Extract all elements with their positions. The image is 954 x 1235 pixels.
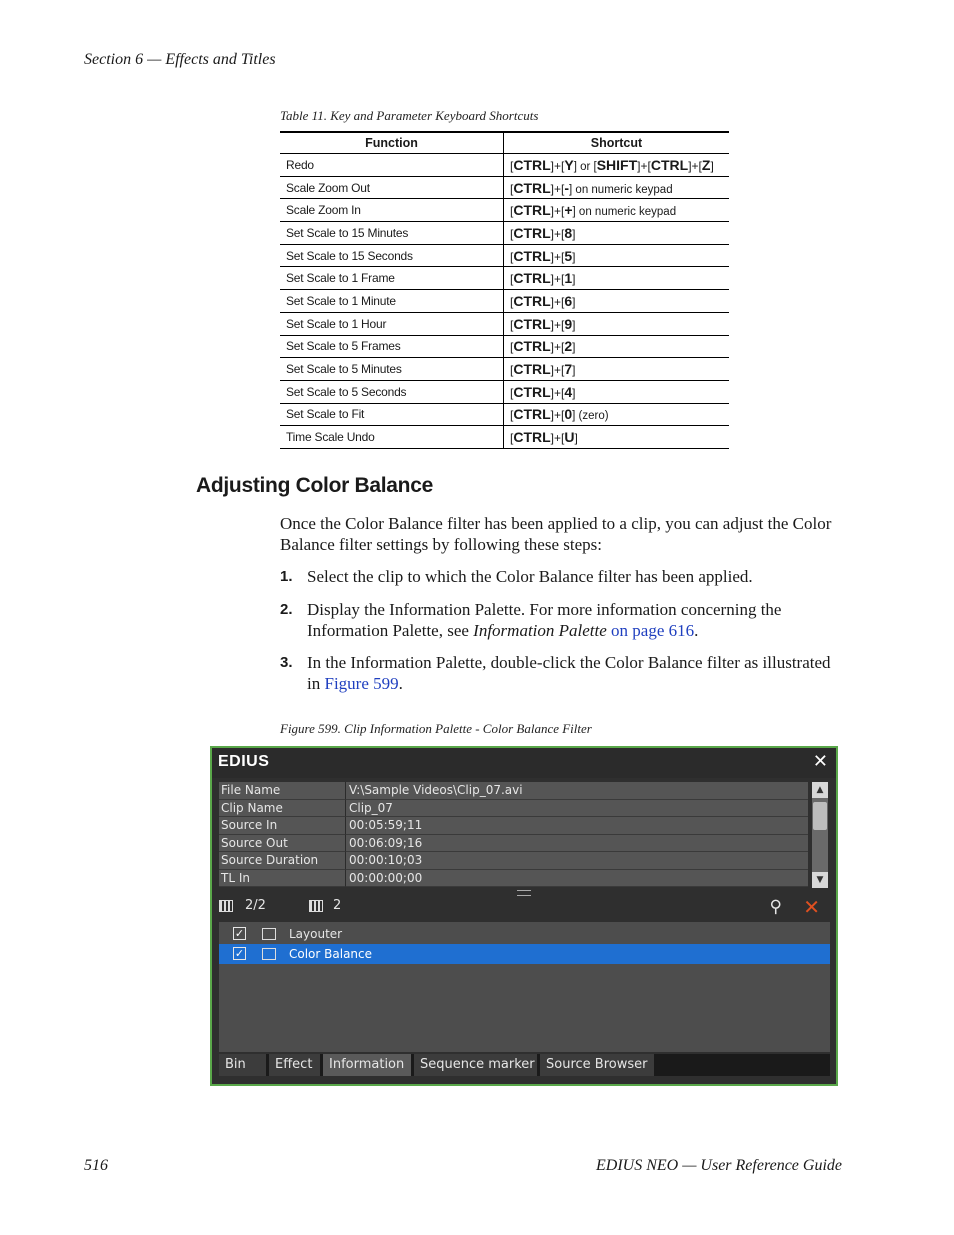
function-cell: Set Scale to Fit bbox=[280, 403, 504, 426]
shortcut-cell bbox=[504, 380, 730, 403]
step-text-part: In the Information Palette, double-click the Color Balance filter as illustrated in bbox=[307, 653, 831, 693]
key-name: CTRL bbox=[513, 383, 551, 400]
key-separator: ]+[ bbox=[550, 226, 565, 241]
key-separator: ]+[ bbox=[688, 158, 702, 173]
filter-item-layouter[interactable] bbox=[219, 924, 830, 944]
key-name: CTRL bbox=[513, 361, 551, 378]
clip-info-grid bbox=[219, 782, 808, 887]
function-cell: Set Scale to 1 Minute bbox=[280, 290, 504, 313]
info-row[interactable] bbox=[219, 782, 808, 800]
tab-source-browser[interactable]: Source Browser bbox=[540, 1054, 655, 1076]
step-text-part: Display the Information Palette. For more information concerning the Information Palette, see bbox=[307, 600, 782, 640]
key-name: CTRL bbox=[513, 202, 551, 219]
step-text bbox=[307, 599, 847, 641]
key-name: CTRL bbox=[513, 224, 551, 241]
info-row[interactable] bbox=[219, 817, 808, 835]
function-cell: Scale Zoom In bbox=[280, 199, 504, 222]
key-name: Z bbox=[701, 156, 711, 173]
table-row bbox=[280, 199, 729, 222]
shortcut-cell bbox=[504, 290, 730, 313]
info-key: Source In bbox=[219, 817, 346, 835]
key-separator: [ bbox=[510, 294, 514, 309]
info-value: 00:06:09;16 bbox=[346, 835, 808, 853]
key-separator: ] bbox=[572, 226, 576, 241]
table-row bbox=[280, 312, 729, 335]
palette-titlebar bbox=[212, 748, 836, 778]
function-cell: Set Scale to 15 Minutes bbox=[280, 222, 504, 245]
shortcut-cell bbox=[504, 244, 730, 267]
layer-count-icon bbox=[309, 900, 323, 912]
key-separator: ] bbox=[572, 385, 576, 400]
filter-label: Color Balance bbox=[289, 947, 373, 961]
info-row[interactable] bbox=[219, 800, 808, 818]
intro-paragraph: Once the Color Balance filter has been applied to a clip, you can adjust the Color Balance filter settings by following these steps: bbox=[280, 514, 832, 554]
function-cell: Set Scale to 5 Seconds bbox=[280, 380, 504, 403]
step-text: Select the clip to which the Color Balance filter has been applied. bbox=[307, 567, 753, 586]
key-separator: [ bbox=[510, 272, 514, 287]
key-name: 0 bbox=[564, 406, 573, 423]
guide-title: EDIUS NEO — User Reference Guide bbox=[595, 1157, 842, 1174]
key-separator: ] (zero) bbox=[572, 410, 609, 423]
info-row[interactable] bbox=[219, 870, 808, 888]
key-separator: [ bbox=[510, 340, 514, 355]
tab-sequence-marker[interactable]: Sequence marker bbox=[414, 1054, 538, 1076]
close-icon[interactable]: ✕ bbox=[812, 751, 828, 772]
function-cell: Set Scale to 1 Frame bbox=[280, 267, 504, 290]
filter-label: Layouter bbox=[289, 927, 343, 941]
info-key: Clip Name bbox=[219, 800, 346, 818]
key-name: 7 bbox=[564, 361, 573, 378]
shortcut-cell bbox=[504, 176, 730, 199]
info-key: Source Out bbox=[219, 835, 346, 853]
table-row bbox=[280, 176, 729, 199]
page-number: 516 bbox=[84, 1157, 108, 1174]
info-scrollbar[interactable] bbox=[812, 782, 828, 888]
shortcut-cell bbox=[504, 312, 730, 335]
key-separator: ]+[ bbox=[550, 294, 565, 309]
key-separator: [ bbox=[510, 158, 514, 173]
key-separator: ]+[ bbox=[550, 158, 565, 173]
filter-settings-icon[interactable]: ⚲ bbox=[769, 897, 782, 917]
key-separator: [ bbox=[510, 181, 514, 196]
key-name: CTRL bbox=[513, 406, 551, 423]
step-number: 2. bbox=[280, 601, 293, 618]
tab-bin[interactable]: Bin bbox=[219, 1054, 267, 1076]
key-name: CTRL bbox=[650, 156, 689, 173]
filter-toolbar bbox=[212, 894, 836, 922]
edius-logo: EDIUS bbox=[218, 753, 270, 770]
key-separator: ]+[ bbox=[550, 408, 565, 423]
page-link[interactable]: on page 616 bbox=[611, 621, 695, 640]
key-separator: ] bbox=[572, 340, 576, 355]
section-heading: Adjusting Color Balance bbox=[196, 474, 433, 497]
shortcut-cell bbox=[504, 403, 730, 426]
step-text-part: . bbox=[694, 621, 699, 640]
function-cell: Set Scale to 5 Minutes bbox=[280, 358, 504, 381]
info-key: Source Duration bbox=[219, 852, 346, 870]
shortcut-cell bbox=[504, 335, 730, 358]
shortcut-cell bbox=[504, 199, 730, 222]
shortcut-column-header: Shortcut bbox=[504, 132, 730, 154]
key-name: 5 bbox=[564, 247, 573, 264]
filter-count: 2/2 bbox=[245, 898, 266, 913]
table-row bbox=[280, 222, 729, 245]
step-text-part: . bbox=[398, 674, 403, 693]
shortcuts-table-body bbox=[280, 154, 729, 449]
key-separator: ] bbox=[572, 272, 576, 287]
palette-tabs bbox=[219, 1054, 830, 1076]
scroll-up-arrow-icon[interactable]: ▲ bbox=[812, 782, 828, 798]
key-separator: ] bbox=[710, 158, 714, 173]
shortcut-cell bbox=[504, 222, 730, 245]
table-row bbox=[280, 267, 729, 290]
scrollbar-thumb[interactable] bbox=[813, 802, 827, 830]
info-row[interactable] bbox=[219, 835, 808, 853]
key-name: CTRL bbox=[513, 315, 551, 332]
table-row bbox=[280, 335, 729, 358]
key-separator: ]+[ bbox=[550, 363, 565, 378]
key-name: SHIFT bbox=[596, 156, 638, 173]
filter-item-color-balance[interactable] bbox=[219, 944, 830, 964]
key-name: + bbox=[564, 202, 573, 219]
table-row bbox=[280, 380, 729, 403]
figure-link[interactable]: Figure 599 bbox=[324, 674, 399, 693]
shortcut-cell bbox=[504, 358, 730, 381]
key-separator: ]+[ bbox=[550, 431, 565, 446]
function-column-header: Function bbox=[280, 132, 504, 154]
tab-information[interactable]: Information bbox=[323, 1054, 412, 1076]
key-separator: ]+[ bbox=[550, 385, 565, 400]
color-balance-icon bbox=[262, 948, 276, 960]
key-separator: [ bbox=[510, 431, 514, 446]
shortcuts-table bbox=[280, 131, 729, 449]
key-separator: [ bbox=[510, 249, 514, 264]
key-name: CTRL bbox=[513, 156, 551, 173]
key-separator: [ bbox=[510, 408, 514, 423]
key-name: 9 bbox=[564, 315, 573, 332]
key-separator: ] bbox=[574, 431, 578, 446]
step-text bbox=[307, 652, 847, 694]
key-separator: ] bbox=[572, 249, 576, 264]
info-value: Clip_07 bbox=[346, 800, 808, 818]
function-cell: Set Scale to 1 Hour bbox=[280, 312, 504, 335]
key-separator: ] bbox=[572, 363, 576, 378]
key-separator: [ bbox=[510, 363, 514, 378]
key-separator: ]+[ bbox=[550, 340, 565, 355]
key-name: - bbox=[564, 179, 570, 196]
filter-list bbox=[219, 922, 830, 1052]
key-separator: ]+[ bbox=[550, 204, 565, 219]
key-separator: ]+[ bbox=[550, 181, 565, 196]
cross-reference-title: Information Palette bbox=[473, 621, 607, 640]
info-key: TL In bbox=[219, 870, 346, 888]
function-cell: Time Scale Undo bbox=[280, 426, 504, 449]
clip-information-palette bbox=[210, 746, 838, 1086]
layer-count: 2 bbox=[333, 898, 342, 913]
table-caption: Table 11. Key and Parameter Keyboard Shortcuts bbox=[280, 108, 539, 123]
table-row bbox=[280, 154, 729, 177]
table-row bbox=[280, 290, 729, 313]
key-name: CTRL bbox=[513, 338, 551, 355]
shortcut-cell bbox=[504, 267, 730, 290]
shortcut-cell bbox=[504, 426, 730, 449]
function-cell: Set Scale to 5 Frames bbox=[280, 335, 504, 358]
key-name: 2 bbox=[564, 338, 573, 355]
table-row bbox=[280, 358, 729, 381]
key-separator: ]+[ bbox=[550, 317, 565, 332]
checkbox-checked-icon[interactable]: ✓ bbox=[234, 927, 245, 940]
key-name: U bbox=[564, 429, 575, 446]
key-name: 1 bbox=[564, 270, 573, 287]
scroll-down-arrow-icon[interactable]: ▼ bbox=[812, 872, 828, 888]
key-separator: ] bbox=[572, 294, 576, 309]
delete-filter-icon[interactable]: ✕ bbox=[803, 895, 820, 919]
shortcut-cell bbox=[504, 154, 730, 177]
step-number: 3. bbox=[280, 654, 293, 671]
key-name: CTRL bbox=[513, 247, 551, 264]
key-separator: ]+[ bbox=[550, 249, 565, 264]
key-name: CTRL bbox=[513, 270, 551, 287]
function-cell: Scale Zoom Out bbox=[280, 176, 504, 199]
step-number: 1. bbox=[280, 568, 293, 585]
key-name: 4 bbox=[564, 383, 573, 400]
tab-effect[interactable]: Effect bbox=[269, 1054, 321, 1076]
table-row bbox=[280, 403, 729, 426]
key-separator: ] on numeric keypad bbox=[569, 183, 673, 196]
key-separator: [ bbox=[510, 204, 514, 219]
figure-caption: Figure 599. Clip Information Palette - Color Balance Filter bbox=[280, 721, 592, 736]
key-separator: [ bbox=[510, 385, 514, 400]
key-name: 6 bbox=[564, 292, 573, 309]
layouter-icon bbox=[262, 928, 276, 940]
checkbox-checked-icon[interactable]: ✓ bbox=[234, 947, 245, 960]
info-value: 00:05:59;11 bbox=[346, 817, 808, 835]
key-name: 8 bbox=[564, 224, 573, 241]
table-row bbox=[280, 244, 729, 267]
info-value: V:\Sample Videos\Clip_07.avi bbox=[346, 782, 808, 800]
info-value: 00:00:10;03 bbox=[346, 852, 808, 870]
key-name: CTRL bbox=[513, 429, 551, 446]
key-separator: ] or [ bbox=[573, 160, 597, 173]
function-cell: Set Scale to 15 Seconds bbox=[280, 244, 504, 267]
info-value: 00:00:00;00 bbox=[346, 870, 808, 888]
table-row bbox=[280, 426, 729, 449]
info-key: File Name bbox=[219, 782, 346, 800]
key-name: CTRL bbox=[513, 292, 551, 309]
function-cell: Redo bbox=[280, 154, 504, 177]
info-row[interactable] bbox=[219, 852, 808, 870]
key-separator: ] bbox=[572, 317, 576, 332]
key-separator: ]+[ bbox=[550, 272, 565, 287]
key-separator: [ bbox=[510, 226, 514, 241]
table-header-row bbox=[280, 132, 729, 154]
key-separator: ]+[ bbox=[637, 158, 651, 173]
key-name: Y bbox=[564, 156, 574, 173]
filter-count-icon bbox=[219, 900, 233, 912]
key-name: CTRL bbox=[513, 179, 551, 196]
key-separator: [ bbox=[510, 317, 514, 332]
key-separator: ] on numeric keypad bbox=[572, 206, 677, 219]
running-head: Section 6 — Effects and Titles bbox=[84, 51, 276, 68]
